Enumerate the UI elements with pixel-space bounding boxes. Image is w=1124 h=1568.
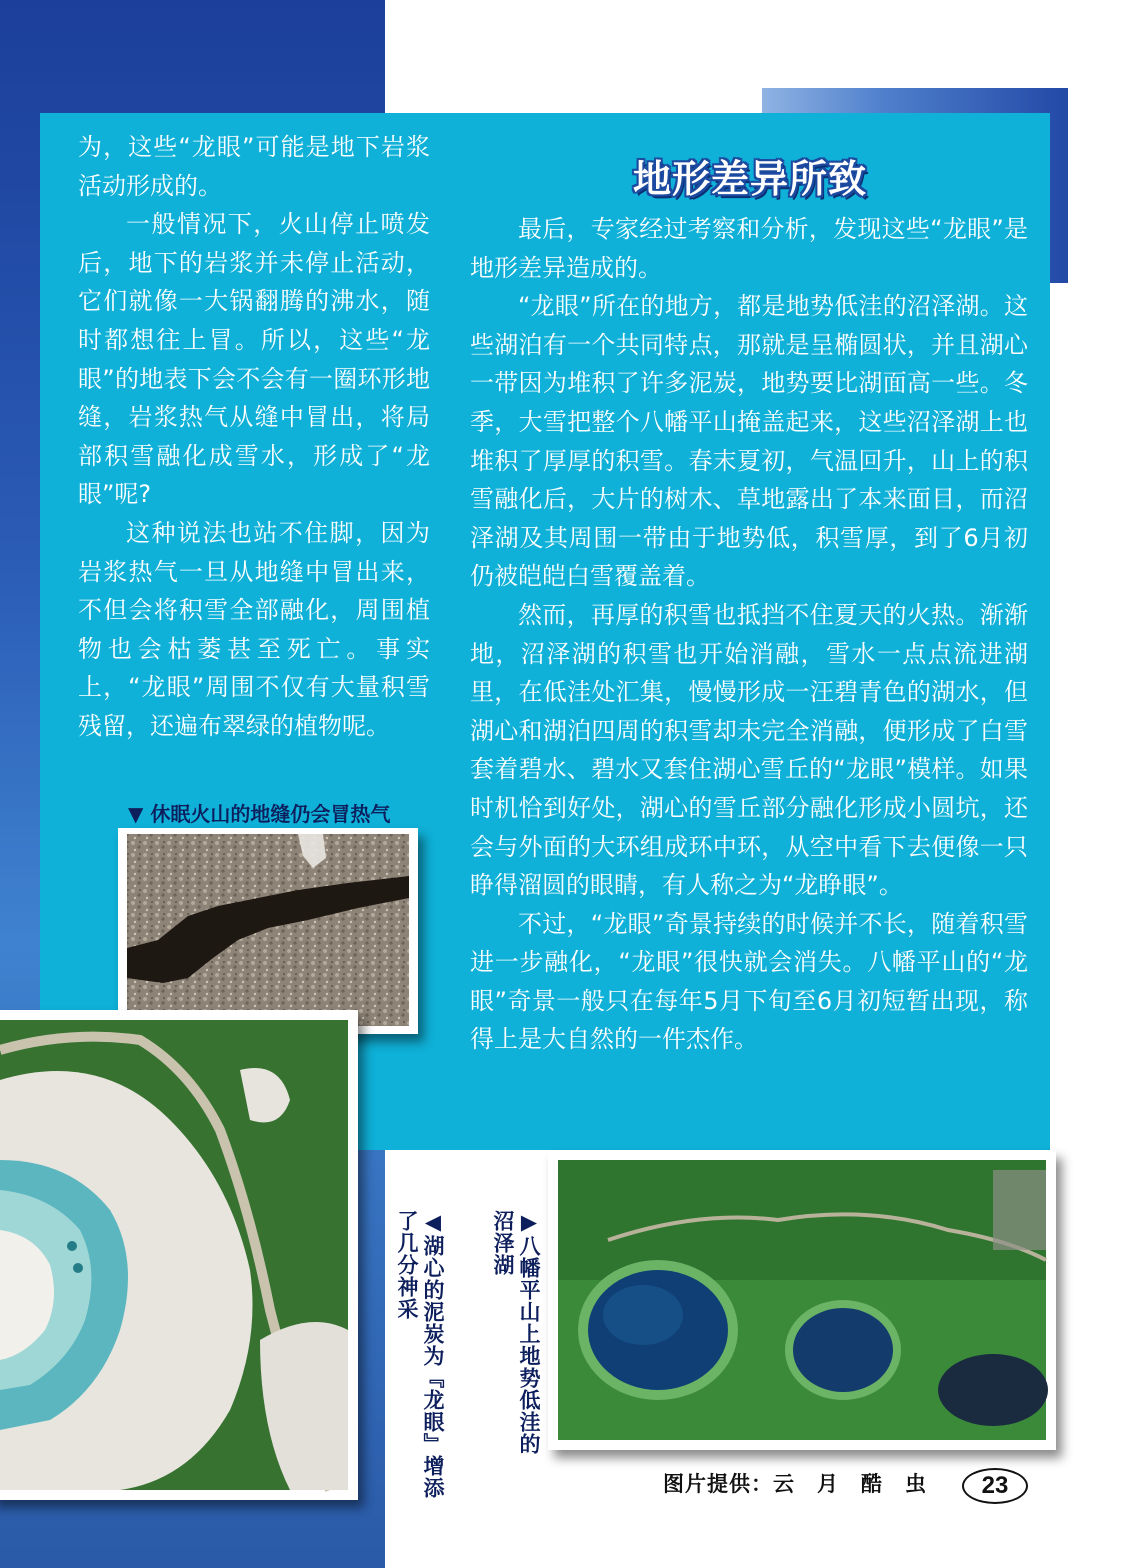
photo-credit: 图片提供：云 月 酷 虫 — [663, 1472, 927, 1496]
paragraph: 为，这些“龙眼”可能是地下岩浆活动形成的。 — [78, 133, 430, 200]
lakes-photo-caption — [490, 1210, 542, 1470]
triangle-down-icon: ▼ — [128, 802, 144, 826]
triangle-right-icon: ▶ — [517, 1210, 541, 1235]
caption-text: 湖心的泥炭为『龙眼』增添了几分神采 — [395, 1210, 445, 1499]
paragraph: 然而，再厚的积雪也抵挡不住夏天的火热。渐渐地，沼泽湖的积雪也开始消融，雪水一点点流进湖里，在低洼处汇集，慢慢形成一汪碧青色的湖水，但湖心和湖泊四周的积雪却未完全消融，便形成了白雪套着碧水、碧水又套住湖心雪丘的“龙眼”模样。如果时机恰到好处，湖心的雪丘部分融化形成小圆坑，还会与外面的大环组成环中环，从空中看下去便像一只睁得溜圆的眼睛，有人称之为“龙睁眼”。 — [470, 600, 1028, 900]
caption-text: 休眠火山的地缝仍会冒热气 — [150, 802, 391, 826]
triangle-left-icon: ◀ — [421, 1210, 445, 1235]
paragraph: 这种说法也站不住脚，因为岩浆热气一旦从地缝中冒出来，不但会将积雪全部融化，周围植物也会枯萎甚至死亡。事实上，“龙眼”周围不仅有大量积雪残留，还遍布翠绿的植物呢。 — [78, 518, 430, 740]
marsh-lakes-photo — [548, 1150, 1056, 1450]
paragraph: “龙眼”所在的地方，都是地势低洼的沼泽湖。这些湖泊有一个共同特点，那就是呈椭圆状，并且湖心一带因为堆积了许多泥炭，地势要比湖面高一些。冬季，大雪把整个八幡平山掩盖起来，这些沼泽湖上也堆积了厚厚的积雪。春末夏初，气温回升，山上的积雪融化后，大片的树木、草地露出了本来面目，而沼泽湖及其周围一带由于地势低，积雪厚，到了6月初仍被皑皑白雪覆盖着。 — [470, 292, 1028, 591]
peat-photo-caption — [394, 1210, 446, 1510]
section-heading: 地形差异所致 — [632, 156, 867, 201]
left-text-column — [78, 128, 430, 746]
caption-text: 八幡平山上地势低洼的沼泽湖 — [491, 1210, 541, 1455]
paragraph: 不过，“龙眼”奇景持续的时候并不长，随着积雪进一步融化，“龙眼”很快就会消失。八幡平山的“龙眼”奇景一般只在每年5月下旬至6月初短暂出现，称得上是大自然的一件杰作。 — [470, 909, 1028, 1054]
paragraph: 一般情况下，火山停止喷发后，地下的岩浆并未停止活动，它们就像一大锅翻腾的沸水，随时都想往上冒。所以，这些“龙眼”的地表下会不会有一圈环形地缝，岩浆热气从缝中冒出，将局部积雪融化成雪水，形成了“龙眼”呢? — [78, 210, 430, 509]
right-text-column — [470, 210, 1028, 1059]
dragon-eye-aerial-photo — [0, 1010, 358, 1500]
page-number: 23 — [962, 1468, 1028, 1504]
crack-photo-caption — [128, 798, 428, 827]
paragraph: 最后，专家经过考察和分析，发现这些“龙眼”是地形差异造成的。 — [470, 215, 1028, 282]
crack-photo — [118, 828, 418, 1034]
